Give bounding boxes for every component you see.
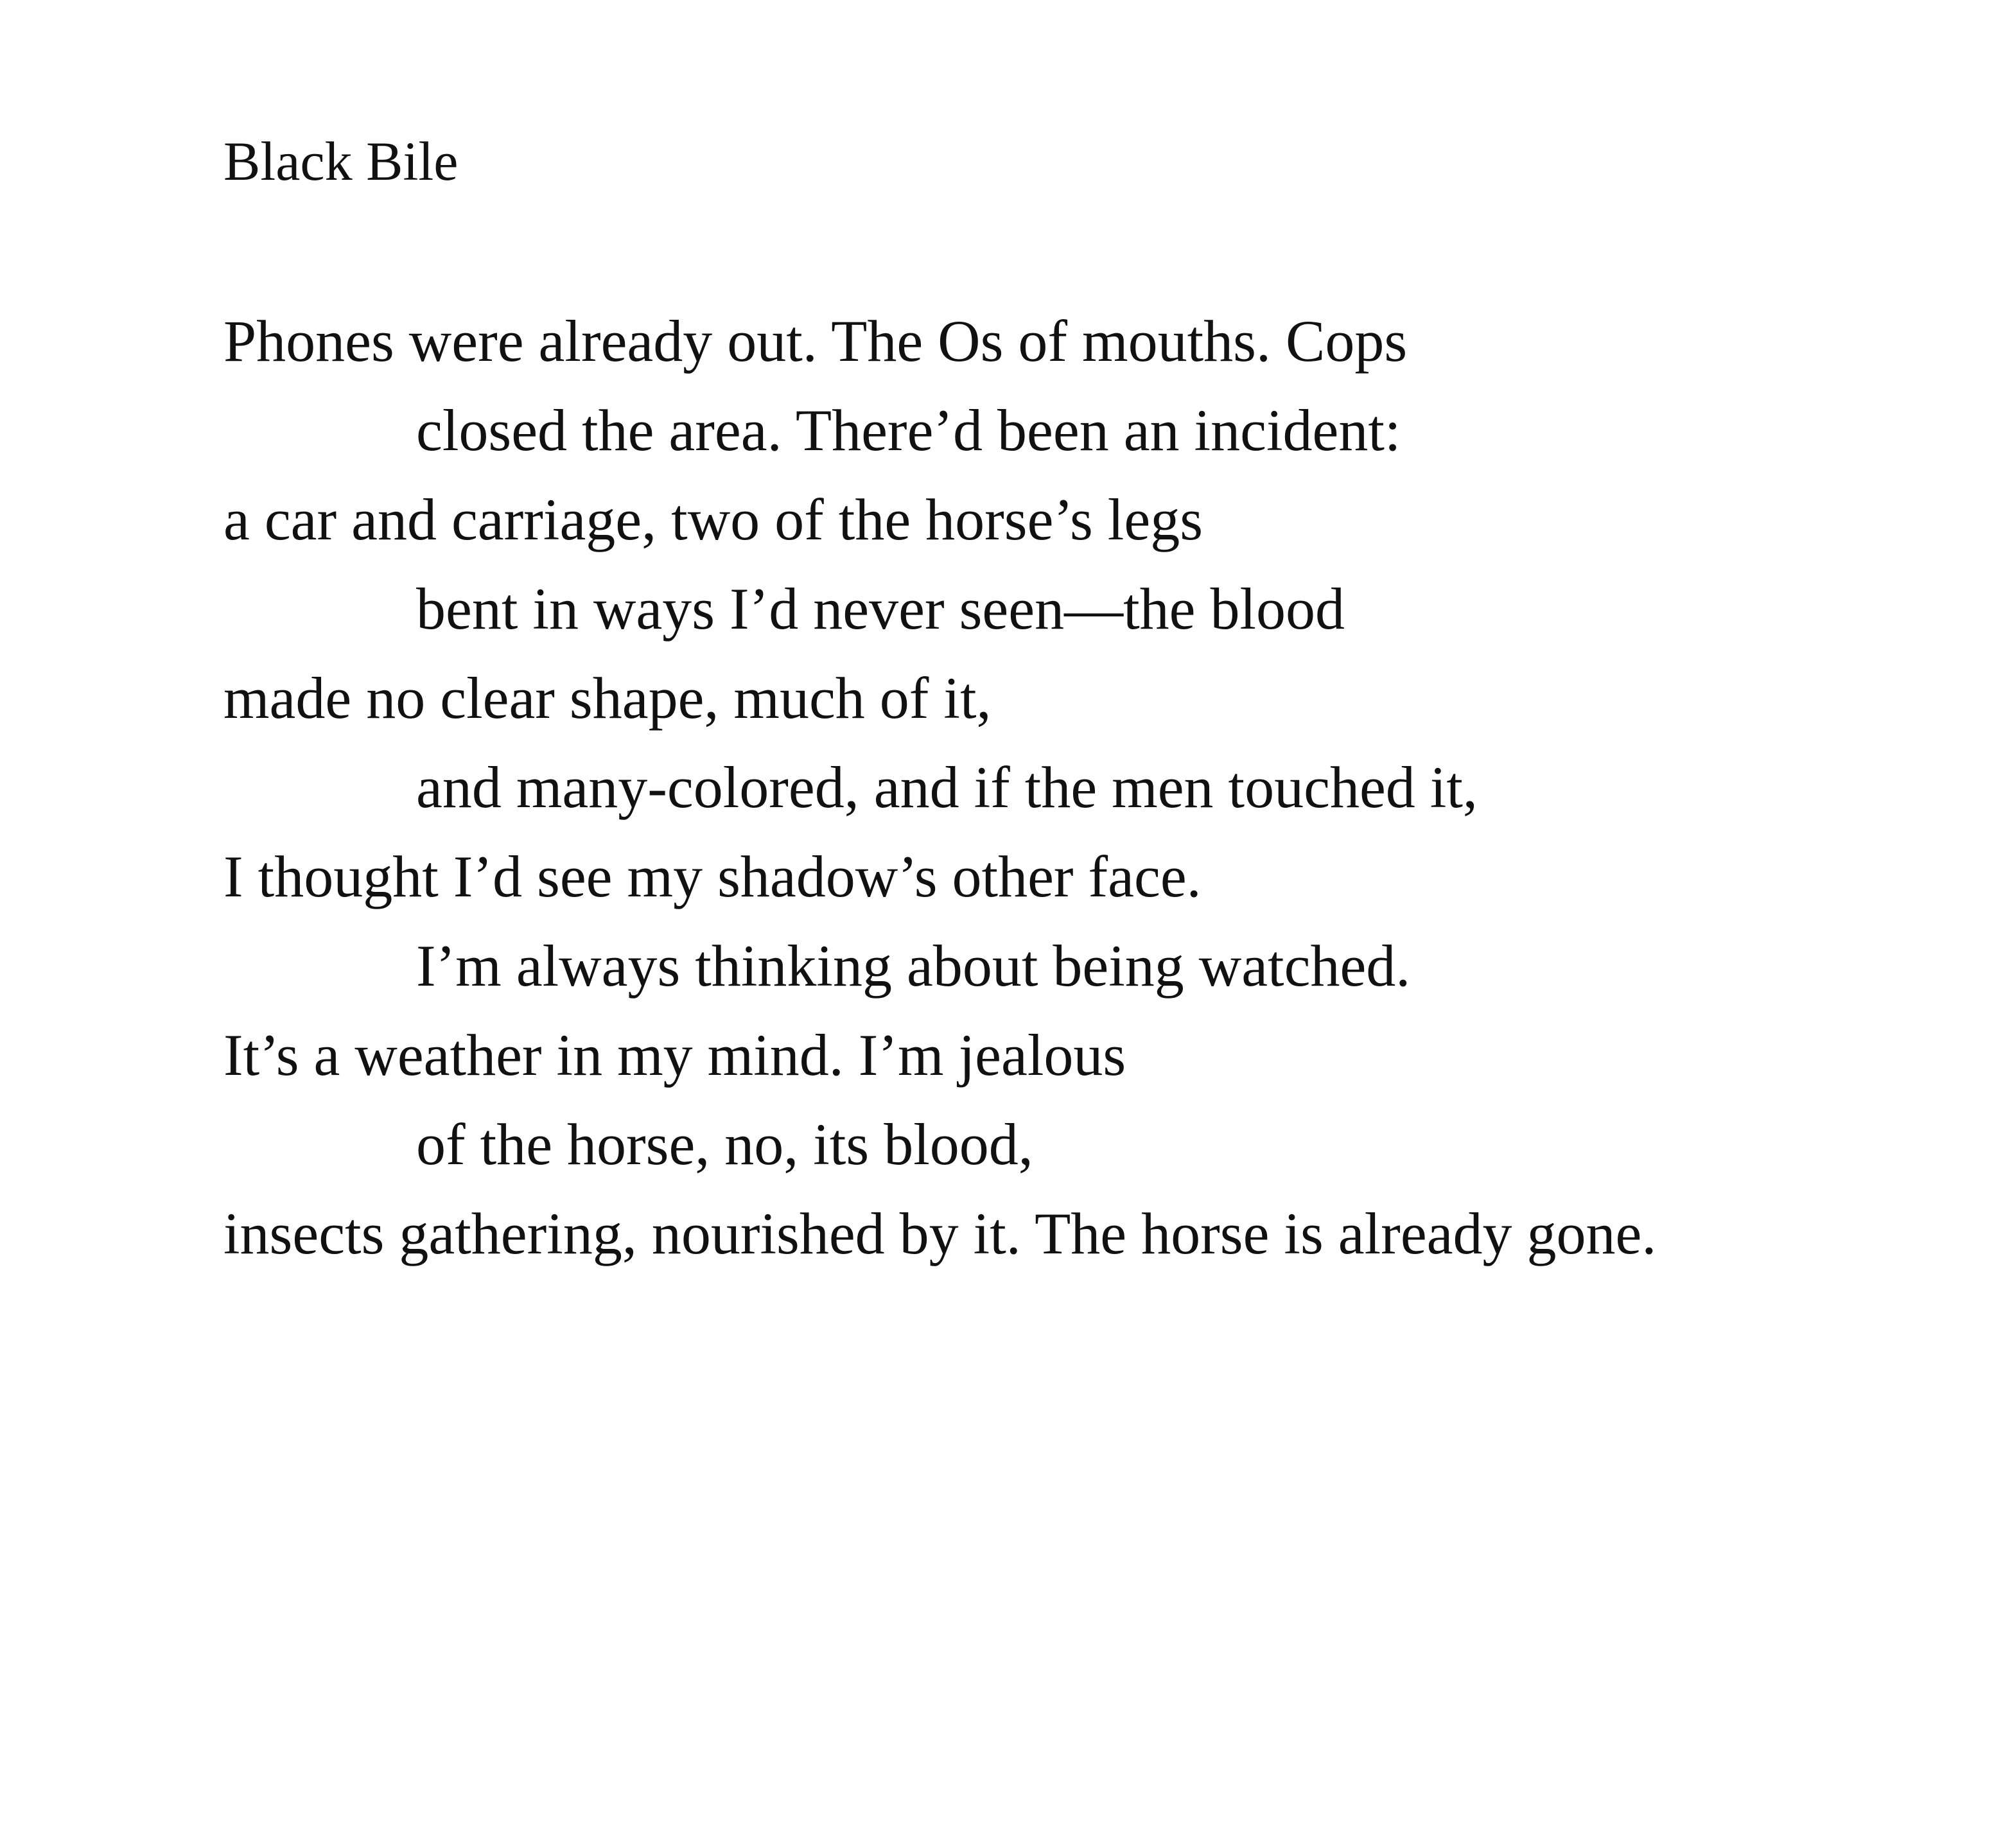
poem-page <box>223 0 1957 1848</box>
poem-line-indented: bent in ways I’d never seen—the blood <box>416 576 1345 641</box>
poem-line-indented: of the horse, no, its blood, <box>416 1111 1033 1177</box>
poem-line: I thought I’d see my shadow’s other face. <box>223 844 1202 909</box>
poem-line: made no clear shape, much of it, <box>223 665 992 731</box>
poem-line-indented: closed the area. There’d been an incident: <box>416 397 1401 463</box>
poem-line: a car and carriage, two of the horse’s legs <box>223 487 1203 552</box>
poem-line: insects gathering, nourished by it. The horse is already gone. <box>223 1201 1657 1266</box>
poem-body <box>223 297 1656 1278</box>
poem-line: Phones were already out. The Os of mouths. Cops <box>223 308 1408 374</box>
poem-title: Black Bile <box>223 130 459 192</box>
poem-line-indented: I’m always thinking about being watched. <box>416 933 1411 998</box>
poem-line-indented: and many-colored, and if the men touched it, <box>416 754 1478 820</box>
poem-line: It’s a weather in my mind. I’m jealous <box>223 1022 1126 1088</box>
